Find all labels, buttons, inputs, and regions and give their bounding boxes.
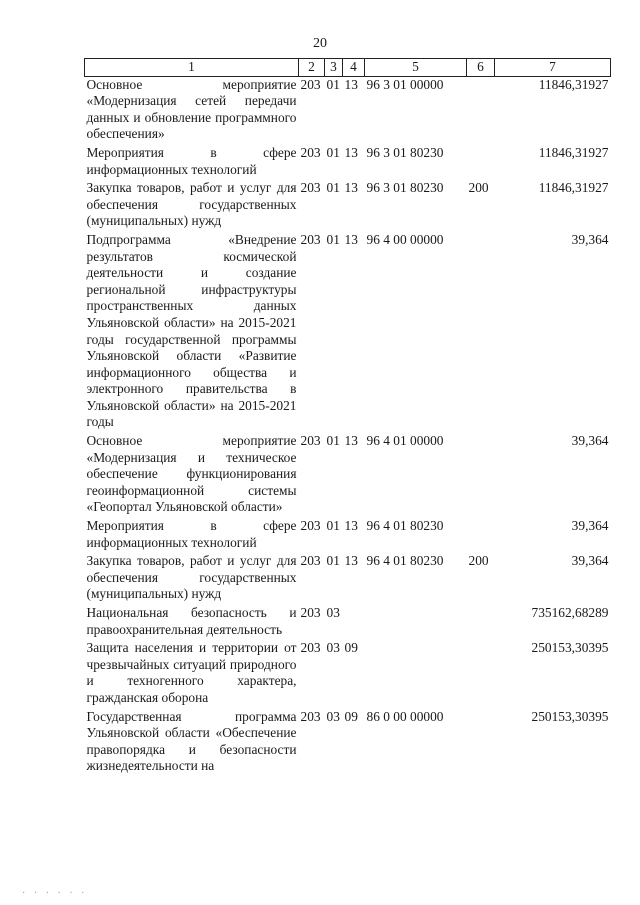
row-col-5 (365, 605, 467, 640)
row-col-3: 01 (326, 144, 340, 160)
row-col-2: 203 (300, 605, 321, 620)
row-amount: 735162,68289 (531, 605, 609, 620)
row-col-4: 09 (344, 708, 358, 724)
row-col-2: 203 (300, 433, 321, 449)
row-amount: 11846,31927 (538, 76, 609, 92)
row-col-5: 96 4 01 80230 (366, 518, 444, 534)
page-number: 20 (313, 36, 327, 51)
row-name: Мероприятия в сфере информационных технологий (86, 144, 297, 177)
row-col-6 (467, 605, 495, 640)
row-col-3: 01 (326, 231, 340, 247)
table-row (85, 553, 611, 605)
row-col-6 (467, 640, 495, 708)
row-col-2: 203 (300, 518, 321, 534)
table-row (85, 232, 611, 433)
column-header-2: 2 (299, 59, 325, 77)
row-name: Основное мероприятие «Модернизация и техническое обеспечение функционирования геоинформационной системы «Геопортал Ульяновской области» (86, 433, 297, 515)
row-name: Защита населения и территории от чрезвычайных ситуаций природного и техногенного характера, гражданская оборона (86, 640, 297, 705)
row-col-3: 03 (326, 605, 340, 620)
row-col-2: 203 (300, 180, 321, 196)
row-amount: 250153,30395 (531, 708, 609, 724)
column-header-6: 6 (467, 59, 495, 77)
row-col-6 (467, 518, 495, 553)
row-amount: 39,364 (571, 231, 609, 247)
table-row (85, 640, 611, 708)
row-amount: 250153,30395 (531, 640, 609, 656)
table-row (85, 709, 611, 777)
column-header-5: 5 (365, 59, 467, 77)
row-col-5 (365, 640, 467, 708)
column-header-7: 7 (495, 59, 611, 77)
row-col-5: 86 0 00 00000 (366, 708, 444, 724)
row-col-3: 01 (326, 76, 340, 92)
column-header-1: 1 (85, 59, 299, 77)
row-amount: 11846,31927 (538, 144, 609, 160)
row-col-3: 03 (326, 640, 340, 656)
row-col-4 (343, 605, 365, 640)
row-col-2: 203 (300, 144, 321, 160)
row-col-2: 203 (300, 231, 321, 247)
table-row (85, 605, 611, 640)
row-amount: 11846,31927 (538, 180, 609, 196)
row-col-3: 01 (326, 180, 340, 196)
row-col-3: 01 (326, 553, 340, 569)
table-header-row (85, 59, 611, 77)
row-col-3: 01 (326, 433, 340, 449)
row-col-6 (467, 145, 495, 180)
table-row (85, 518, 611, 553)
row-col-6: 200 (468, 553, 489, 569)
table-row (85, 180, 611, 232)
row-col-3: 01 (326, 518, 340, 534)
row-name: Национальная безопасность и правоохранительная деятельность (86, 605, 297, 637)
row-col-5: 96 4 00 00000 (366, 231, 444, 247)
row-name: Подпрограмма «Внедрение результатов космической деятельности и создание региональной инфраструктуры пространственных данных Ульяновской области» на 2015-2021 годы государственной программы Ульяновской области «Развитие информационного общества и электронного правительства в Ульяновской области» на 2015-2021 годы (86, 231, 297, 430)
row-col-5: 96 3 01 80230 (366, 144, 444, 160)
row-col-2: 203 (300, 640, 321, 656)
row-col-5: 96 3 01 00000 (366, 76, 444, 92)
row-col-6 (467, 232, 495, 433)
row-name: Мероприятия в сфере информационных технологий (86, 518, 297, 550)
row-col-6 (467, 76, 495, 145)
row-col-4: 13 (344, 231, 358, 247)
table-row (85, 76, 611, 145)
row-col-5: 96 3 01 80230 (366, 180, 444, 196)
row-name: Государственная программа Ульяновской области «Обеспечение правопорядка и безопасности жизнедеятельности на (86, 708, 297, 774)
row-col-4: 13 (344, 518, 358, 534)
row-name: Закупка товаров, работ и услуг для обеспечения государственных (муниципальных) нужд (86, 553, 297, 602)
budget-table (84, 58, 611, 777)
row-col-4: 13 (344, 180, 358, 196)
row-col-4: 13 (344, 76, 358, 92)
row-amount: 39,364 (571, 518, 609, 534)
row-name: Основное мероприятие «Модернизация сетей передачи данных и обновление программного обеспечения» (86, 76, 297, 142)
row-col-6 (467, 709, 495, 777)
row-col-6: 200 (468, 180, 489, 196)
row-col-2: 203 (300, 553, 321, 569)
row-col-6 (467, 433, 495, 518)
row-amount: 39,364 (571, 553, 609, 569)
row-col-4: 13 (344, 433, 358, 449)
scan-margin-dots: · · · · · · (22, 888, 88, 899)
row-col-3: 03 (326, 708, 340, 724)
row-col-4: 13 (344, 144, 358, 160)
row-col-4: 09 (344, 640, 358, 656)
column-header-3: 3 (325, 59, 343, 77)
column-header-4: 4 (343, 59, 365, 77)
row-col-2: 203 (300, 708, 321, 724)
table-row (85, 433, 611, 518)
row-col-5: 96 4 01 80230 (366, 553, 444, 569)
row-amount: 39,364 (571, 433, 609, 449)
row-col-4: 13 (344, 553, 358, 569)
row-col-2: 203 (300, 76, 321, 92)
table-row (85, 145, 611, 180)
row-col-5: 96 4 01 00000 (366, 433, 444, 449)
row-name: Закупка товаров, работ и услуг для обеспечения государственных (муниципальных) нужд (86, 180, 297, 229)
